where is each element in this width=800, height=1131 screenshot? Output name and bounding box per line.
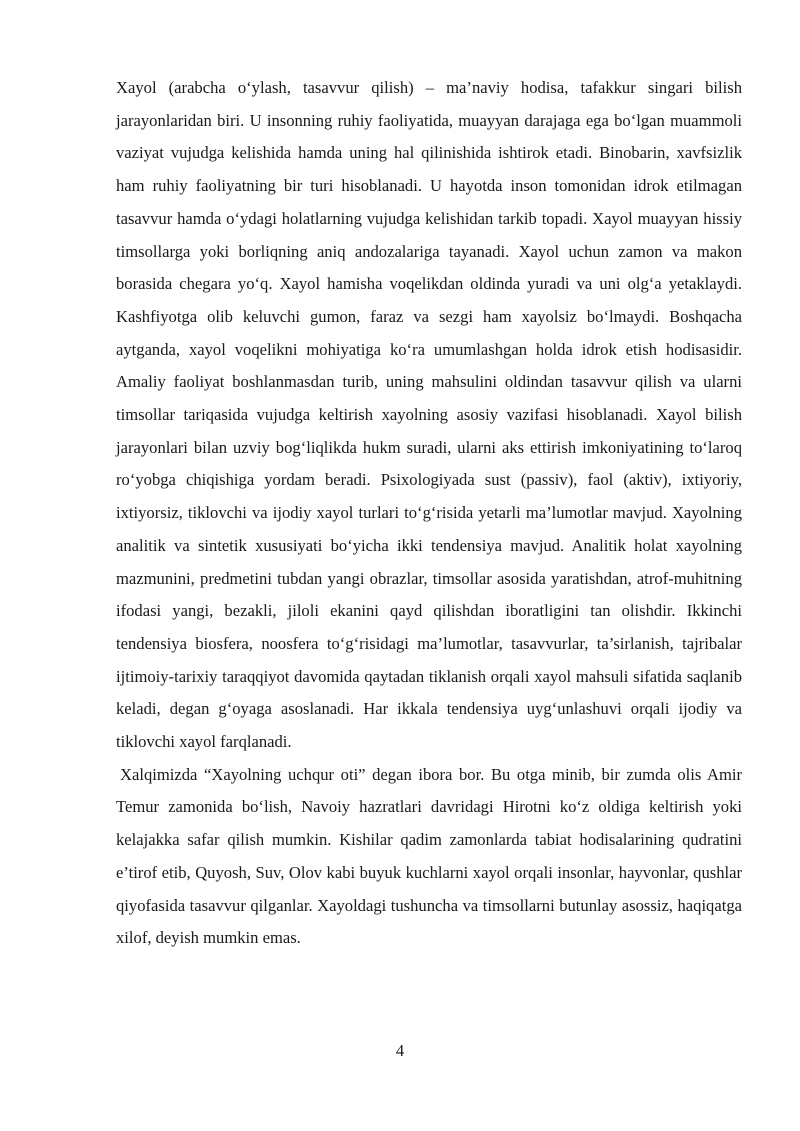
page-number: 4 <box>395 1041 405 1060</box>
body-text <box>116 72 742 955</box>
paragraph-xayol-definition: Xayol (arabcha o‘ylash, tasavvur qilish) – ma’naviy hodisa, tafakkur singari bilish jarayonlaridan biri. U insonning ruhiy faoliyatida, muayyan darajaga ega bo‘lgan muammoli vaziyat vujudga kelishida hamda uning hal qilinishida ishtirok etadi. Binobarin, xavfsizlik ham ruhiy faoliyatning bir turi hisoblanadi. U hayotda inson tomonidan idrok etilmagan tasavvur hamda o‘ydagi holatlarning vujudga kelishidan tarkib topadi. Xayol muayyan hissiy timsollarga yoki borliqning aniq andozalariga tayanadi. Xayol uchun zamon va makon borasida chegara yo‘q. Xayol hamisha voqelikdan oldinda yuradi va uni olg‘a yetaklaydi. Kashfiyotga olib keluvchi gumon, faraz va sezgi ham xayolsiz bo‘lmaydi. Boshqacha aytganda, xayol voqelikni mohiyatiga ko‘ra umumlashgan holda idrok etish hodisasidir. Amaliy faoliyat boshlanmasdan turib, uning mahsulini oldindan tasavvur qilish va ularni timsollar tariqasida vujudga keltirish xayolning asosiy vazifasi hisoblanadi. Xayol bilish jarayonlari bilan uzviy bog‘liqlikda hukm suradi, ularni aks ettirish imkoniyatining to‘laroq ro‘yobga chiqishiga yordam beradi. Psixologiyada sust (passiv), faol (aktiv), ixtiyoriy, ixtiyorsiz, tiklovchi va ijodiy xayol turlari to‘g‘risida yetarli ma’lumotlar mavjud. Xayolning analitik va sintetik xususiyati bo‘yicha ikki tendensiya mavjud. Analitik holat xayolning mazmunini, predmetini tubdan yangi obrazlar, timsollar asosida yaratishdan, atrof-muhitning ifodasi yangi, bezakli, jiloli ekanini qayd qilishdan iboratligini tan olishdir. Ikkinchi tendensiya biosfera, noosfera to‘g‘risidagi ma’lumotlar, tasavvurlar, ta’sirlanish, tajribalar ijtimoiy-tarixiy taraqqiyot davomida qaytadan tiklanish orqali xayol mahsuli sifatida saqlanib keladi, degan g‘oyaga asoslanadi. Har ikkala tendensiya uyg‘unlashuvi orqali ijodiy va tiklovchi xayol farqlanadi. <box>116 78 742 752</box>
paragraph-xalqimizda: Xalqimizda “Xayolning uchqur oti” degan ibora bor. Bu otga minib, bir zumda olis Amir Temur zamonida bo‘lish, Navoiy hazratlari davridagi Hirotni ko‘z oldiga keltirish yoki kelajakka safar qilish mumkin. Kishilar qadim zamonlarda tabiat hodisalarining qudratini e’tirof etib, Quyosh, Suv, Olov kabi buyuk kuchlarni xayol orqali insonlar, hayvonlar, qushlar qiyofasida tasavvur qilganlar. Xayoldagi tushuncha va timsollarni butunlay asossiz, haqiqatga xilof, deyish mumkin emas. <box>116 764 742 948</box>
